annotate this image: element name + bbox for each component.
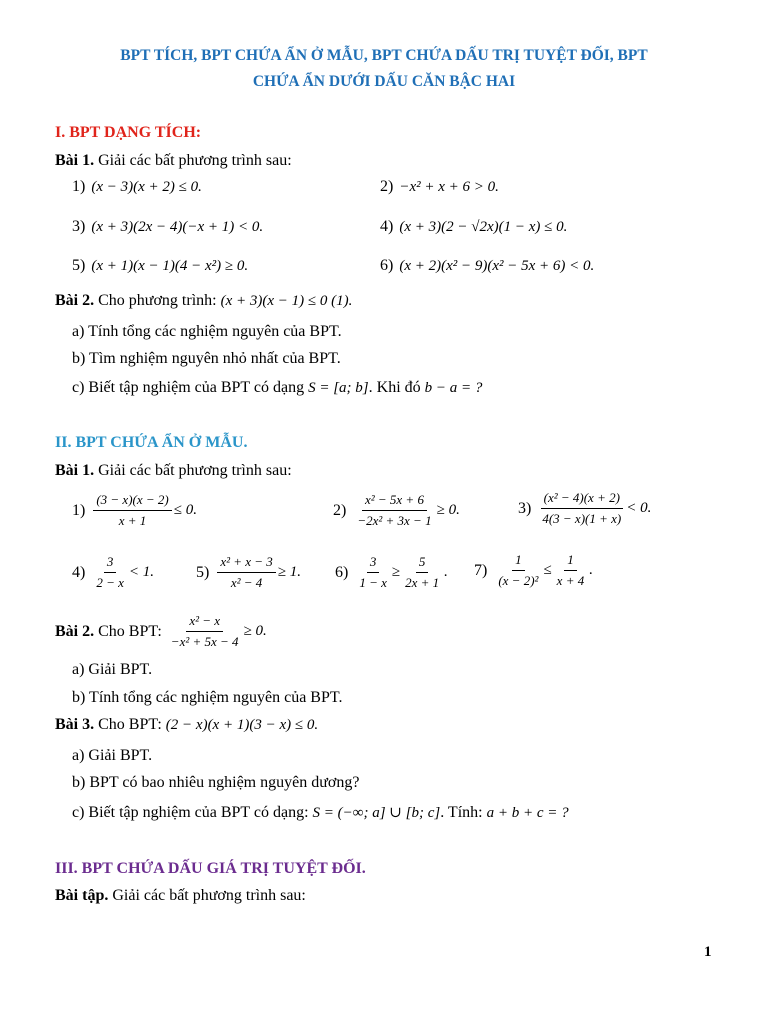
numerator: 5 [416,554,429,573]
sec1-item-3 [72,218,263,236]
denominator: −2x² + 3x − 1 [357,513,432,528]
sec2-bai2 [55,613,267,650]
item-number: 3) [72,218,86,235]
inequality: (x + 3)(2x − 4)(−x + 1) < 0. [91,218,264,235]
item-number: 2) [380,178,394,195]
sec1-bai1-text: Giải các bất phương trình sau: [94,152,292,169]
numerator: 3 [367,554,380,573]
text: c) Biết tập nghiệm của BPT có dạng [72,379,309,396]
sec2-bai2-b: b) Tính tổng các nghiệm nguyên của BPT. [72,689,343,706]
sec3-baitap-text: Giải các bất phương trình sau: [108,887,306,904]
item-number: 1) [72,501,86,519]
sec2-item-3 [518,490,651,527]
section-1-heading: I. BPT DẠNG TÍCH: [55,124,202,141]
sec1-item-5 [72,257,248,275]
sec2-bai2-label: Bài 2. [55,622,95,640]
set-expr: S = [a; b] [308,380,369,396]
fraction [168,613,242,650]
sec1-bai2-b: b) Tìm nghiệm nguyên nhỏ nhất của BPT. [72,350,341,367]
text: . Khi đó [368,379,425,396]
text: . Tính: [440,804,487,821]
sec2-bai3-expr: (2 − x)(x + 1)(3 − x) ≤ 0. [165,717,319,733]
item-number: 5) [72,257,86,274]
period: . [444,564,448,580]
inequality: (x + 3)(2 − √2x)(1 − x) ≤ 0. [399,218,568,235]
sec1-bai2-c [72,379,482,397]
sec2-item-5 [196,554,301,591]
denominator: 4(3 − x)(1 + x) [542,511,622,526]
fraction [554,552,588,589]
sec2-bai2-a: a) Giải BPT. [72,661,153,678]
sec1-item-1 [72,178,202,196]
fraction [217,554,275,591]
question-expr: b − a = ? [424,380,483,396]
sec1-item-2 [380,178,499,196]
relation: < 0. [626,500,652,516]
item-number: 2) [333,501,347,519]
relation: < 1. [128,564,154,580]
relation: ≤ [543,562,552,578]
sec2-bai2-text: Cho BPT: [94,622,166,640]
sec1-bai2-label: Bài 2. [55,292,95,309]
sec1-bai2-a: a) Tính tổng các nghiệm nguyên của BPT. [72,323,342,340]
sec1-bai2-text: Cho phương trình: [94,292,221,309]
inequality: (x + 1)(x − 1)(4 − x²) ≥ 0. [91,257,249,274]
sec2-bai3-b: b) BPT có bao nhiêu nghiệm nguyên dương? [72,774,360,791]
numerator: (3 − x)(x − 2) [93,492,171,511]
item-number: 4) [380,218,394,235]
relation: ≥ 1. [277,564,302,580]
fraction [93,554,127,591]
sec1-item-4 [380,218,567,236]
denominator: (x − 2)² [498,573,539,588]
section-2-heading: II. BPT CHỨA ẨN Ở MẪU. [55,434,248,451]
numerator: (x² − 4)(x + 2) [541,490,623,509]
sec2-bai1 [55,462,292,480]
sec2-item-2 [333,492,460,529]
fraction [356,554,390,591]
item-number: 1) [72,178,86,195]
denominator: −x² + 5x − 4 [170,634,239,649]
sec2-item-6 [335,554,448,591]
relation: ≥ 0. [436,502,460,518]
inequality: (x − 3)(x + 2) ≤ 0. [91,178,202,195]
denominator: x² − 4 [230,575,263,590]
item-number: 5) [196,563,210,581]
sec2-bai3-text: Cho BPT: [94,716,166,733]
sec1-bai1-label: Bài 1. [55,152,95,169]
sec2-bai3-a: a) Giải BPT. [72,747,153,764]
item-number: 3) [518,499,532,517]
numerator: 3 [104,554,117,573]
sec3-baitap-label: Bài tập. [55,887,109,904]
sec2-bai3-label: Bài 3. [55,716,95,733]
question-expr: a + b + c = ? [486,805,569,821]
fraction [495,552,541,589]
item-number: 6) [380,257,394,274]
sec1-item-6 [380,257,594,275]
title-line-2: CHỨA ẨN DƯỚI DẤU CĂN BẬC HAI [252,73,516,90]
item-number: 7) [474,561,488,579]
sec2-bai1-label: Bài 1. [55,462,95,479]
sec3-baitap [55,887,306,905]
numerator: x² − 5x + 6 [362,492,427,511]
item-number: 6) [335,563,349,581]
inequality: (x + 2)(x² − 9)(x² − 5x + 6) < 0. [399,257,595,274]
numerator: x² − x [186,613,223,632]
item-number: 4) [72,563,86,581]
relation: ≥ [391,564,401,580]
page-number: 1 [704,944,712,960]
set-expr: S = (−∞; a] ∪ [b; c] [312,805,441,821]
sec2-item-4 [72,554,154,591]
sec2-item-7 [474,552,593,589]
sec1-bai1 [55,152,292,170]
denominator: 1 − x [359,575,387,590]
numerator: x² + x − 3 [217,554,275,573]
sec2-bai3-c [72,803,569,822]
denominator: x + 4 [556,573,585,588]
numerator: 1 [564,552,577,571]
denominator: 2x + 1 [405,575,440,590]
sec2-bai1-text: Giải các bất phương trình sau: [94,462,292,479]
fraction [402,554,442,591]
fraction [93,492,171,529]
numerator: 1 [512,552,525,571]
sec2-bai3 [55,716,318,734]
text: c) Biết tập nghiệm của BPT có dạng: [72,804,313,821]
title-line-1: BPT TÍCH, BPT CHỨA ẨN Ở MẪU, BPT CHỨA DẤU TRỊ TUYỆT ĐỐI, BPT [120,47,648,64]
sec1-bai2 [55,292,352,310]
relation: ≥ 0. [243,623,267,639]
fraction [354,492,434,529]
sec1-bai2-expr: (x + 3)(x − 1) ≤ 0 (1). [220,293,353,309]
inequality: −x² + x + 6 > 0. [399,178,499,195]
period: . [589,562,593,578]
denominator: 2 − x [96,575,124,590]
relation: ≤ 0. [173,502,197,518]
sec2-item-1 [72,492,197,529]
fraction [539,490,624,527]
denominator: x + 1 [118,513,147,528]
section-3-heading: III. BPT CHỨA DẤU GIÁ TRỊ TUYỆT ĐỐI. [55,860,366,877]
